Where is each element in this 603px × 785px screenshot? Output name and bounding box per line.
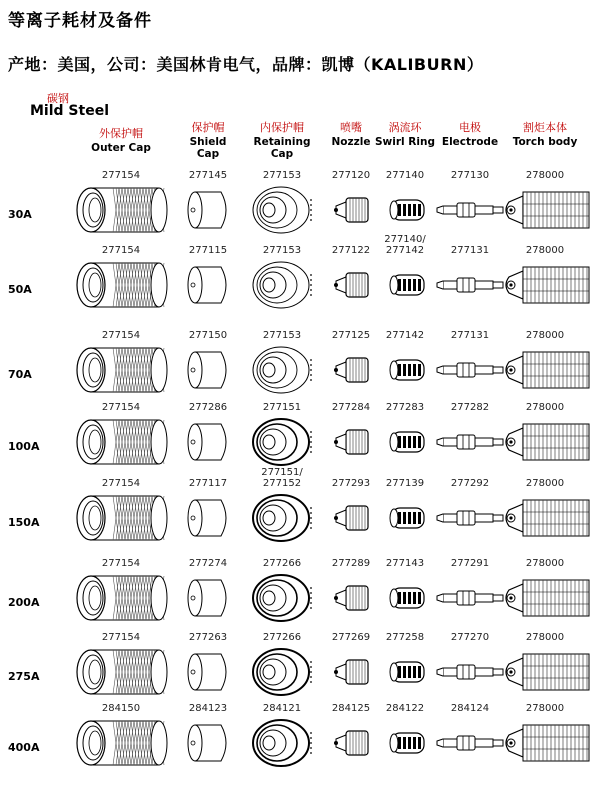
part-number: 278000 xyxy=(525,703,565,714)
column-header-en: Outer Cap xyxy=(91,142,151,154)
material-label-cn: 碳钢 xyxy=(47,92,69,105)
part-number: 277154 xyxy=(101,632,141,643)
part-number: 277269 xyxy=(331,632,371,643)
part-number: 277291 xyxy=(450,558,490,569)
outer-cap-icon xyxy=(71,184,171,236)
part-number: 284123 xyxy=(188,703,228,714)
table-row xyxy=(0,632,603,714)
part-number: 277292 xyxy=(450,478,490,489)
part-number: 277154 xyxy=(101,478,141,489)
part-number: 278000 xyxy=(525,632,565,643)
part-number: 277131 xyxy=(450,245,490,256)
torch-body-icon xyxy=(499,184,591,236)
swirl-ring-icon xyxy=(382,184,428,236)
part-number: 278000 xyxy=(525,402,565,413)
part-number: 277154 xyxy=(101,170,141,181)
electrode-icon xyxy=(433,572,507,624)
part-number: 284150 xyxy=(101,703,141,714)
swirl-ring-icon xyxy=(382,572,428,624)
column-header-en: Electrode xyxy=(441,136,499,148)
torch-body-icon xyxy=(499,646,591,698)
part-number: 277115 xyxy=(188,245,228,256)
electrode-icon xyxy=(433,416,507,468)
column-header-cn: 割炬本体 xyxy=(523,121,567,134)
amperage-label: 275A xyxy=(8,670,40,683)
part-number: 277283 xyxy=(385,402,425,413)
column-header-7 xyxy=(500,122,590,148)
page-subtitle: 产地：美国，公司：美国林肯电气，品牌：凯博（KALIBURN） xyxy=(8,55,484,74)
shield-cap-icon xyxy=(181,492,235,544)
nozzle-icon xyxy=(328,646,374,698)
outer-cap-icon xyxy=(71,344,171,396)
swirl-ring-icon xyxy=(382,344,428,396)
electrode-icon xyxy=(433,717,507,769)
outer-cap-icon xyxy=(71,646,171,698)
column-header-en: Retaining Cap xyxy=(253,136,311,160)
column-header-en: Swirl Ring xyxy=(375,136,435,148)
torch-body-icon xyxy=(499,492,591,544)
column-header-cn: 涡流环 xyxy=(388,121,422,134)
swirl-ring-icon xyxy=(382,259,428,311)
part-number: 277154 xyxy=(101,558,141,569)
column-header-cn: 喷嘴 xyxy=(340,121,362,134)
table-row xyxy=(0,330,603,412)
part-number: 277120 xyxy=(331,170,371,181)
part-number: 278000 xyxy=(525,330,565,341)
part-number: 277153 xyxy=(262,170,302,181)
swirl-ring-icon xyxy=(382,492,428,544)
part-number: 277266 xyxy=(262,558,302,569)
part-number: 277263 xyxy=(188,632,228,643)
column-header-en: Shield Cap xyxy=(189,136,227,160)
nozzle-icon xyxy=(328,416,374,468)
table-row xyxy=(0,234,603,327)
amperage-label: 200A xyxy=(8,596,40,609)
part-number: 277122 xyxy=(331,245,371,256)
nozzle-icon xyxy=(328,259,374,311)
shield-cap-icon xyxy=(181,572,235,624)
retaining-cap-icon xyxy=(249,259,315,311)
electrode-icon xyxy=(433,344,507,396)
retaining-cap-icon xyxy=(249,717,315,769)
part-number: 277153 xyxy=(262,330,302,341)
material-label-en: Mild Steel xyxy=(30,103,109,119)
part-number: 277131 xyxy=(450,330,490,341)
amperage-label: 100A xyxy=(8,440,40,453)
torch-body-icon xyxy=(499,717,591,769)
table-row xyxy=(0,467,603,560)
part-number: 277258 xyxy=(385,632,425,643)
retaining-cap-icon xyxy=(249,184,315,236)
torch-body-icon xyxy=(499,416,591,468)
shield-cap-icon xyxy=(181,416,235,468)
retaining-cap-icon xyxy=(249,416,315,468)
part-number: 284121 xyxy=(262,703,302,714)
swirl-ring-icon xyxy=(382,646,428,698)
part-number: 284122 xyxy=(385,703,425,714)
shield-cap-icon xyxy=(181,646,235,698)
retaining-cap-icon xyxy=(249,646,315,698)
shield-cap-icon xyxy=(181,184,235,236)
swirl-ring-icon xyxy=(382,717,428,769)
part-number: 277130 xyxy=(450,170,490,181)
torch-body-icon xyxy=(499,344,591,396)
outer-cap-icon xyxy=(71,717,171,769)
part-number: 277154 xyxy=(101,330,141,341)
part-number: 284125 xyxy=(331,703,371,714)
outer-cap-icon xyxy=(71,416,171,468)
nozzle-icon xyxy=(328,572,374,624)
part-number: 277154 xyxy=(101,245,141,256)
outer-cap-icon xyxy=(71,492,171,544)
part-number: 277125 xyxy=(331,330,371,341)
retaining-cap-icon xyxy=(249,344,315,396)
part-number: 277153 xyxy=(262,245,302,256)
nozzle-icon xyxy=(328,344,374,396)
page-title: 等离子耗材及备件 xyxy=(8,11,152,31)
nozzle-icon xyxy=(328,717,374,769)
outer-cap-icon xyxy=(71,259,171,311)
column-header-en: Nozzle xyxy=(331,136,371,148)
part-number: 277293 xyxy=(331,478,371,489)
part-number: 277274 xyxy=(188,558,228,569)
electrode-icon xyxy=(433,184,507,236)
electrode-icon xyxy=(433,646,507,698)
part-number: 277270 xyxy=(450,632,490,643)
column-header-cn: 外保护帽 xyxy=(99,127,143,140)
part-number: 277284 xyxy=(331,402,371,413)
part-number: 277151/ 277152 xyxy=(261,467,303,489)
part-number: 277151 xyxy=(262,402,302,413)
table-row xyxy=(0,558,603,640)
column-header-1 xyxy=(76,128,166,154)
retaining-cap-icon xyxy=(249,492,315,544)
part-number: 277117 xyxy=(188,478,228,489)
amperage-label: 150A xyxy=(8,516,40,529)
part-number: 277266 xyxy=(262,632,302,643)
column-header-cn: 电极 xyxy=(459,121,481,134)
retaining-cap-icon xyxy=(249,572,315,624)
part-number: 277143 xyxy=(385,558,425,569)
electrode-icon xyxy=(433,259,507,311)
column-header-cn: 内保护帽 xyxy=(260,121,304,134)
amperage-label: 50A xyxy=(8,283,32,296)
column-header-en: Torch body xyxy=(512,136,578,148)
part-number: 277140 xyxy=(385,170,425,181)
shield-cap-icon xyxy=(181,717,235,769)
outer-cap-icon xyxy=(71,572,171,624)
part-number: 278000 xyxy=(525,478,565,489)
nozzle-icon xyxy=(328,492,374,544)
shield-cap-icon xyxy=(181,259,235,311)
amperage-label: 30A xyxy=(8,208,32,221)
column-header-cn: 保护帽 xyxy=(191,121,225,134)
part-number: 278000 xyxy=(525,558,565,569)
electrode-icon xyxy=(433,492,507,544)
part-number: 277140/ 277142 xyxy=(384,234,426,256)
table-row xyxy=(0,703,603,785)
torch-body-icon xyxy=(499,259,591,311)
swirl-ring-icon xyxy=(382,416,428,468)
part-number: 284124 xyxy=(450,703,490,714)
table-row xyxy=(0,170,603,252)
part-number: 277289 xyxy=(331,558,371,569)
part-number: 278000 xyxy=(525,245,565,256)
part-number: 277282 xyxy=(450,402,490,413)
amperage-label: 400A xyxy=(8,741,40,754)
part-number: 277150 xyxy=(188,330,228,341)
part-number: 277145 xyxy=(188,170,228,181)
torch-body-icon xyxy=(499,572,591,624)
nozzle-icon xyxy=(328,184,374,236)
part-number: 277139 xyxy=(385,478,425,489)
shield-cap-icon xyxy=(181,344,235,396)
part-number: 277286 xyxy=(188,402,228,413)
part-number: 278000 xyxy=(525,170,565,181)
part-number: 277142 xyxy=(385,330,425,341)
amperage-label: 70A xyxy=(8,368,32,381)
part-number: 277154 xyxy=(101,402,141,413)
